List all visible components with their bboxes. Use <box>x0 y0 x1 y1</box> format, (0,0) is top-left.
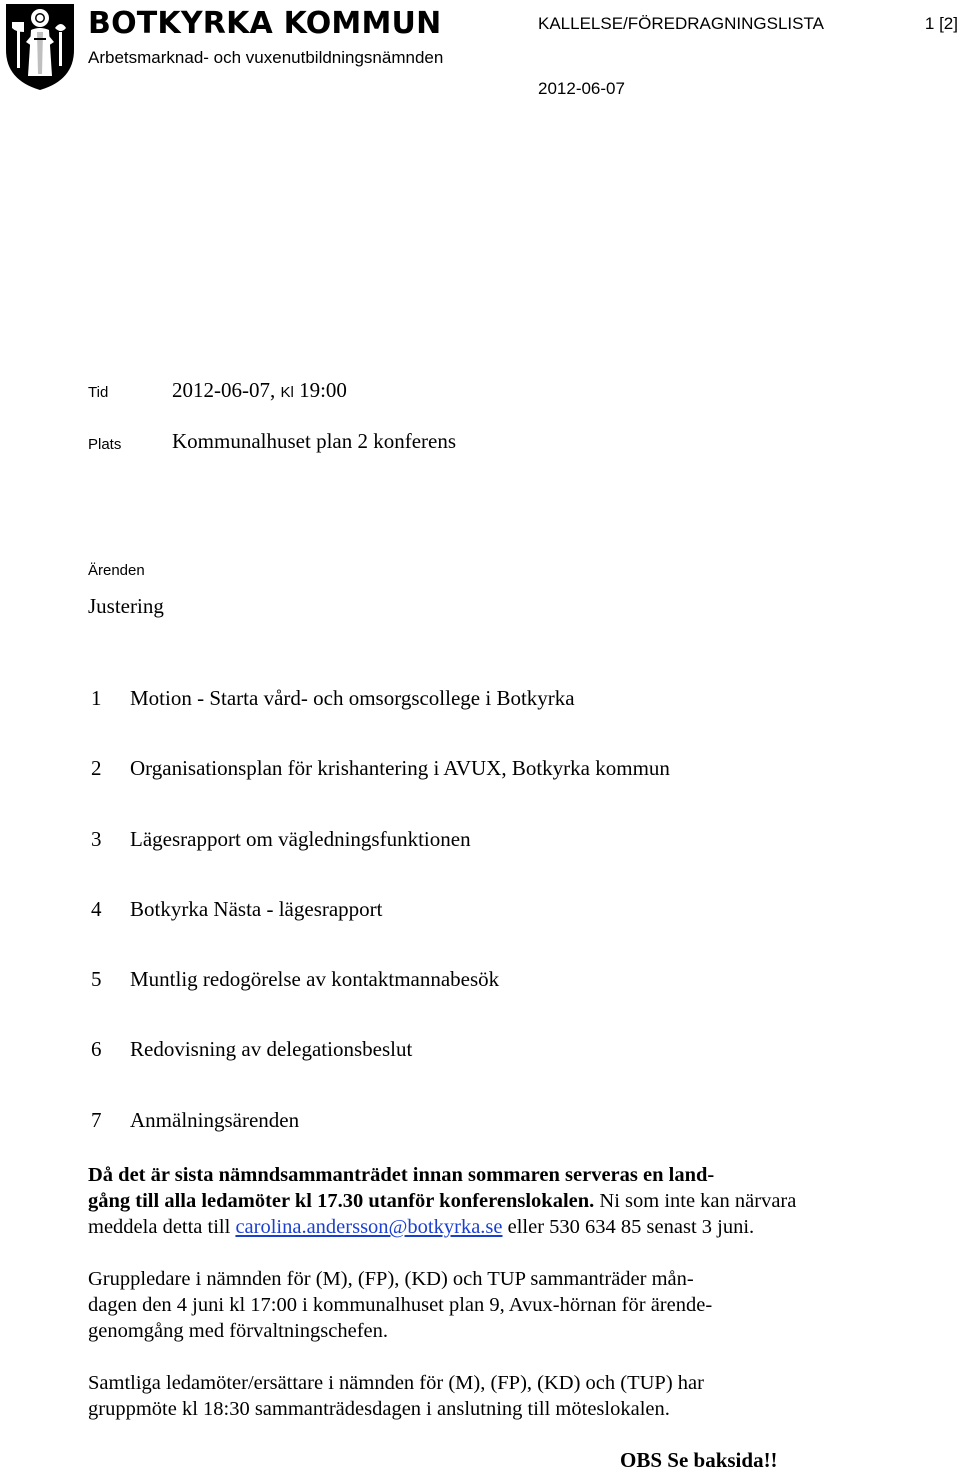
agenda-item-number: 6 <box>91 1037 102 1062</box>
arenden-label: Ärenden <box>88 562 145 579</box>
note-reception <box>88 1162 848 1240</box>
note-bold-line-1: Då det är sista nämndsammanträdet innan sommaren serveras en land- <box>88 1164 715 1186</box>
agenda-item-number: 5 <box>91 967 102 992</box>
tid-date: 2012-06-07, <box>172 378 276 402</box>
agenda-item <box>88 966 670 1036</box>
plats-value: Kommunalhuset plan 2 konferens <box>172 429 457 453</box>
agenda-item-number: 2 <box>91 756 102 781</box>
agenda-item <box>88 896 670 966</box>
note-bold-line-2: gång till alla ledamöter kl 17.30 utanför konferenslokalen. <box>88 1190 595 1212</box>
justering-item: Justering <box>88 594 164 618</box>
agenda-item <box>88 1036 670 1106</box>
document-date: 2012-06-07 <box>538 79 625 98</box>
note-line: genomgång med förvaltningschefen. <box>88 1320 389 1342</box>
agenda-item <box>88 685 670 755</box>
agenda-item-text: Motion - Starta vård- och omsorgscollege i Botkyrka <box>130 686 575 710</box>
agenda-item-number: 7 <box>91 1107 102 1132</box>
tid-value <box>172 378 347 403</box>
agenda-item-number: 1 <box>91 686 102 710</box>
tid-time: 19:00 <box>299 378 347 402</box>
org-unit: Arbetsmarknad- och vuxenutbildningsnämnden <box>88 48 444 67</box>
municipal-coat-of-arms-icon <box>4 2 76 92</box>
agenda-item <box>88 826 670 896</box>
note-line: Samtliga ledamöter/ersättare i nämnden för (M), (FP), (KD) och (TUP) har <box>88 1372 704 1394</box>
plats-label: Plats <box>88 436 122 453</box>
agenda-item-number: 3 <box>91 826 102 851</box>
agenda-item-text: Lägesrapport om vägledningsfunktionen <box>130 826 471 851</box>
obs-see-back: OBS Se baksida!! <box>620 1448 778 1472</box>
tid-kl: Kl <box>280 384 294 401</box>
page-number: 1 [2] <box>924 14 958 33</box>
agenda-item-text: Botkyrka Nästa - lägesrapport <box>130 896 383 921</box>
note-line: Gruppledare i nämnden för (M), (FP), (KD) och TUP sammanträder mån- <box>88 1268 694 1290</box>
agenda-item-number: 4 <box>91 896 102 921</box>
note-text-a: Ni som inte kan närvara meddela detta till <box>88 1190 797 1238</box>
note-text-b: eller 530 634 85 senast 3 juni. <box>502 1216 755 1238</box>
document-type: KALLELSE/FÖREDRAGNINGSLISTA <box>538 14 824 33</box>
agenda-item <box>88 755 670 825</box>
note-group-leaders <box>88 1266 848 1344</box>
org-name: BOTKYRKA KOMMUN <box>88 6 442 41</box>
notes-section <box>88 1162 848 1448</box>
note-line: dagen den 4 juni kl 17:00 i kommunalhuset plan 9, Avux-hörnan för ärende- <box>88 1294 713 1316</box>
agenda-item-text: Muntlig redogörelse av kontaktmannabesök <box>130 967 500 992</box>
agenda-item-text: Anmälningsärenden <box>130 1107 300 1132</box>
agenda-list <box>88 685 670 1177</box>
agenda-item-text: Organisationsplan för krishantering i AVUX, Botkyrka kommun <box>130 756 670 781</box>
contact-email-link[interactable]: carolina.andersson@botkyrka.se <box>235 1216 503 1238</box>
tid-label: Tid <box>88 384 109 401</box>
agenda-item-text: Redovisning av delegationsbeslut <box>130 1037 413 1062</box>
note-line: gruppmöte kl 18:30 sammanträdesdagen i anslutning till möteslokalen. <box>88 1398 670 1420</box>
note-group-meeting <box>88 1370 848 1422</box>
